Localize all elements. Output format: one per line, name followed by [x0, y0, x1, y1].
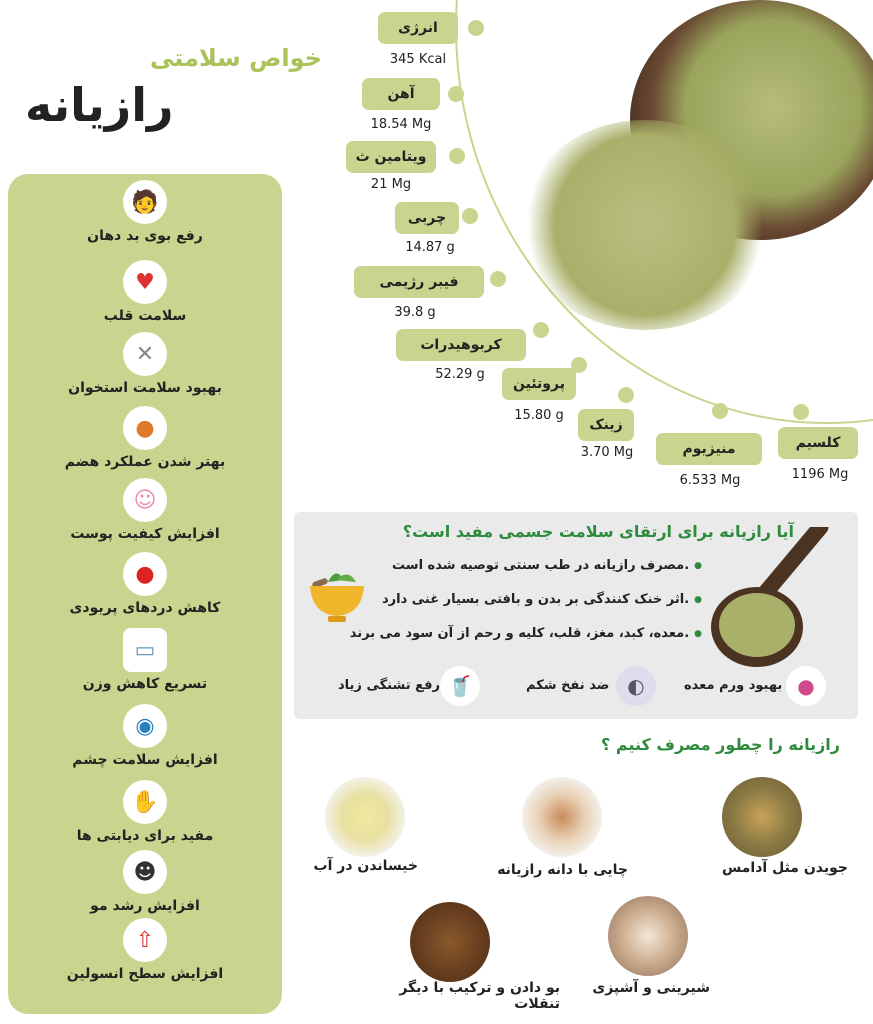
- usage-label: چایی با دانه رازیانه: [497, 862, 628, 878]
- nutrient-iron: آهن: [362, 78, 440, 110]
- benefit-label: مفید برای دیابتی ها: [76, 828, 214, 844]
- benefit-item: [8, 180, 282, 244]
- page-title: رازیانه: [25, 78, 174, 132]
- benefit-item: [8, 478, 282, 542]
- breath-icon: 🧑: [123, 180, 167, 224]
- benefit-label: سلامت قلب: [103, 308, 187, 324]
- hair-icon: ☻: [123, 850, 167, 894]
- usage-label: خیساندن در آب: [313, 858, 418, 874]
- glucose-icon: ✋: [123, 780, 167, 824]
- blood-drop-icon: ●: [123, 552, 167, 596]
- stomach-icon: ●: [123, 406, 167, 450]
- drinking-icon: 🥤: [440, 666, 480, 706]
- nutrient-value: 6.533 Mg: [679, 473, 741, 488]
- water-glass-icon: [325, 777, 405, 857]
- nutrient-dot: [490, 271, 506, 287]
- nutrient-value: 52.29 g: [435, 367, 485, 382]
- benefit-item: [8, 552, 282, 616]
- info-bullet: معده، کبد، مغز، قلب، کلیه و رحم از آن سود می برند. ●: [350, 626, 702, 641]
- nutrient-dot: [462, 208, 478, 224]
- spoon-image: [709, 527, 849, 677]
- benefit-label: افزایش سلامت چشم: [72, 752, 218, 768]
- nutrient-dot: [468, 20, 484, 36]
- usage-label: شیرینی و آشپزی: [592, 980, 710, 996]
- scale-icon: ▭: [123, 628, 167, 672]
- extra-label: بهبود ورم معده: [684, 678, 783, 693]
- benefit-item: [8, 406, 282, 470]
- nutrient-value: 14.87 g: [405, 240, 455, 255]
- extra-label: رفع تشنگی زیاد: [338, 678, 440, 693]
- benefit-item: [8, 704, 282, 768]
- nutrient-value: 15.80 g: [514, 408, 564, 423]
- nutrient-fat: چربی: [395, 202, 459, 234]
- nutrient-value: 39.8 g: [394, 305, 436, 320]
- benefit-label: بهتر شدن عملکرد هضم: [64, 454, 226, 470]
- benefit-label: افزایش کیفیت پوست: [70, 526, 220, 542]
- nutrient-dot: [449, 148, 465, 164]
- info-bullet: مصرف رازیانه در طب سنتی توصیه شده است. ●: [392, 558, 702, 573]
- nutrient-dot: [712, 403, 728, 419]
- mortar-icon: [306, 564, 368, 626]
- benefit-item: [8, 850, 282, 914]
- usage-label: بو دادن و ترکیب با دیگر تنقلات: [399, 980, 560, 1012]
- roasted-seeds-icon: [410, 902, 490, 982]
- benefit-item: [8, 918, 282, 982]
- nutrient-value: 3.70 Mg: [580, 445, 634, 460]
- info-panel: [294, 512, 858, 719]
- benefit-item: [8, 332, 282, 396]
- usage-label: جویدن مثل آدامس: [721, 860, 848, 876]
- nutrient-calcium: کلسیم: [778, 427, 858, 459]
- nutrient-value: 18.54 Mg: [370, 117, 432, 132]
- nutrient-fiber: فیبر رژیمی: [354, 266, 484, 298]
- usage-question: رازیانه را چطور مصرف کنیم ؟: [601, 735, 840, 754]
- benefit-label: کاهش دردهای پریودی: [69, 600, 221, 616]
- benefit-label: رفع بوی بد دهان: [87, 228, 203, 244]
- nutrient-value: 345 Kcal: [389, 52, 447, 67]
- benefit-label: تسریع کاهش وزن: [82, 676, 208, 692]
- benefit-label: بهبود سلامت استخوان: [68, 380, 222, 396]
- nutrient-dot: [618, 387, 634, 403]
- belly-icon: ◐: [616, 666, 656, 706]
- benefits-panel: [8, 174, 282, 1014]
- info-question: آیا رازیانه برای ارتقای سلامت جسمی مفید است؟: [402, 522, 794, 541]
- nutrient-magnesium: منیزیوم: [656, 433, 762, 465]
- nutrient-dot: [448, 86, 464, 102]
- bone-icon: ✕: [123, 332, 167, 376]
- fennel-pile-image: [520, 120, 770, 330]
- benefit-label: افزایش رشد مو: [90, 898, 200, 914]
- extra-label: ضد نفخ شکم: [526, 678, 610, 693]
- nutrient-vitamin-c: ویتامین ث: [346, 141, 436, 173]
- nutrient-dot: [533, 322, 549, 338]
- benefit-item: [8, 780, 282, 844]
- heart-icon: ♥: [123, 260, 167, 304]
- nutrient-zinc: زینک: [578, 409, 634, 441]
- benefit-item: [8, 628, 282, 692]
- nutrient-protein: پروتئین: [502, 368, 576, 400]
- nutrient-energy: انرژی: [378, 12, 458, 44]
- nutrient-value: 1196 Mg: [791, 467, 849, 482]
- tea-icon: [522, 777, 602, 857]
- info-bullet: اثر خنک کنندگی بر بدن و بافتی بسیار غنی دارد. ●: [382, 592, 702, 607]
- cooking-icon: [608, 896, 688, 976]
- benefit-item: [8, 260, 282, 324]
- insulin-icon: ⇧: [123, 918, 167, 962]
- subtitle: خواص سلامتی: [150, 44, 322, 72]
- seed-mix-icon: [722, 777, 802, 857]
- nutrient-value: 21 Mg: [370, 177, 412, 192]
- skin-icon: ☺: [123, 478, 167, 522]
- benefit-label: افزایش سطح انسولین: [66, 966, 224, 982]
- nutrient-dot: [793, 404, 809, 420]
- nutrient-dot: [571, 357, 587, 373]
- eye-icon: ◉: [123, 704, 167, 748]
- nutrient-carbohydrate: کربوهیدرات: [396, 329, 526, 361]
- stomach-icon: ●: [786, 666, 826, 706]
